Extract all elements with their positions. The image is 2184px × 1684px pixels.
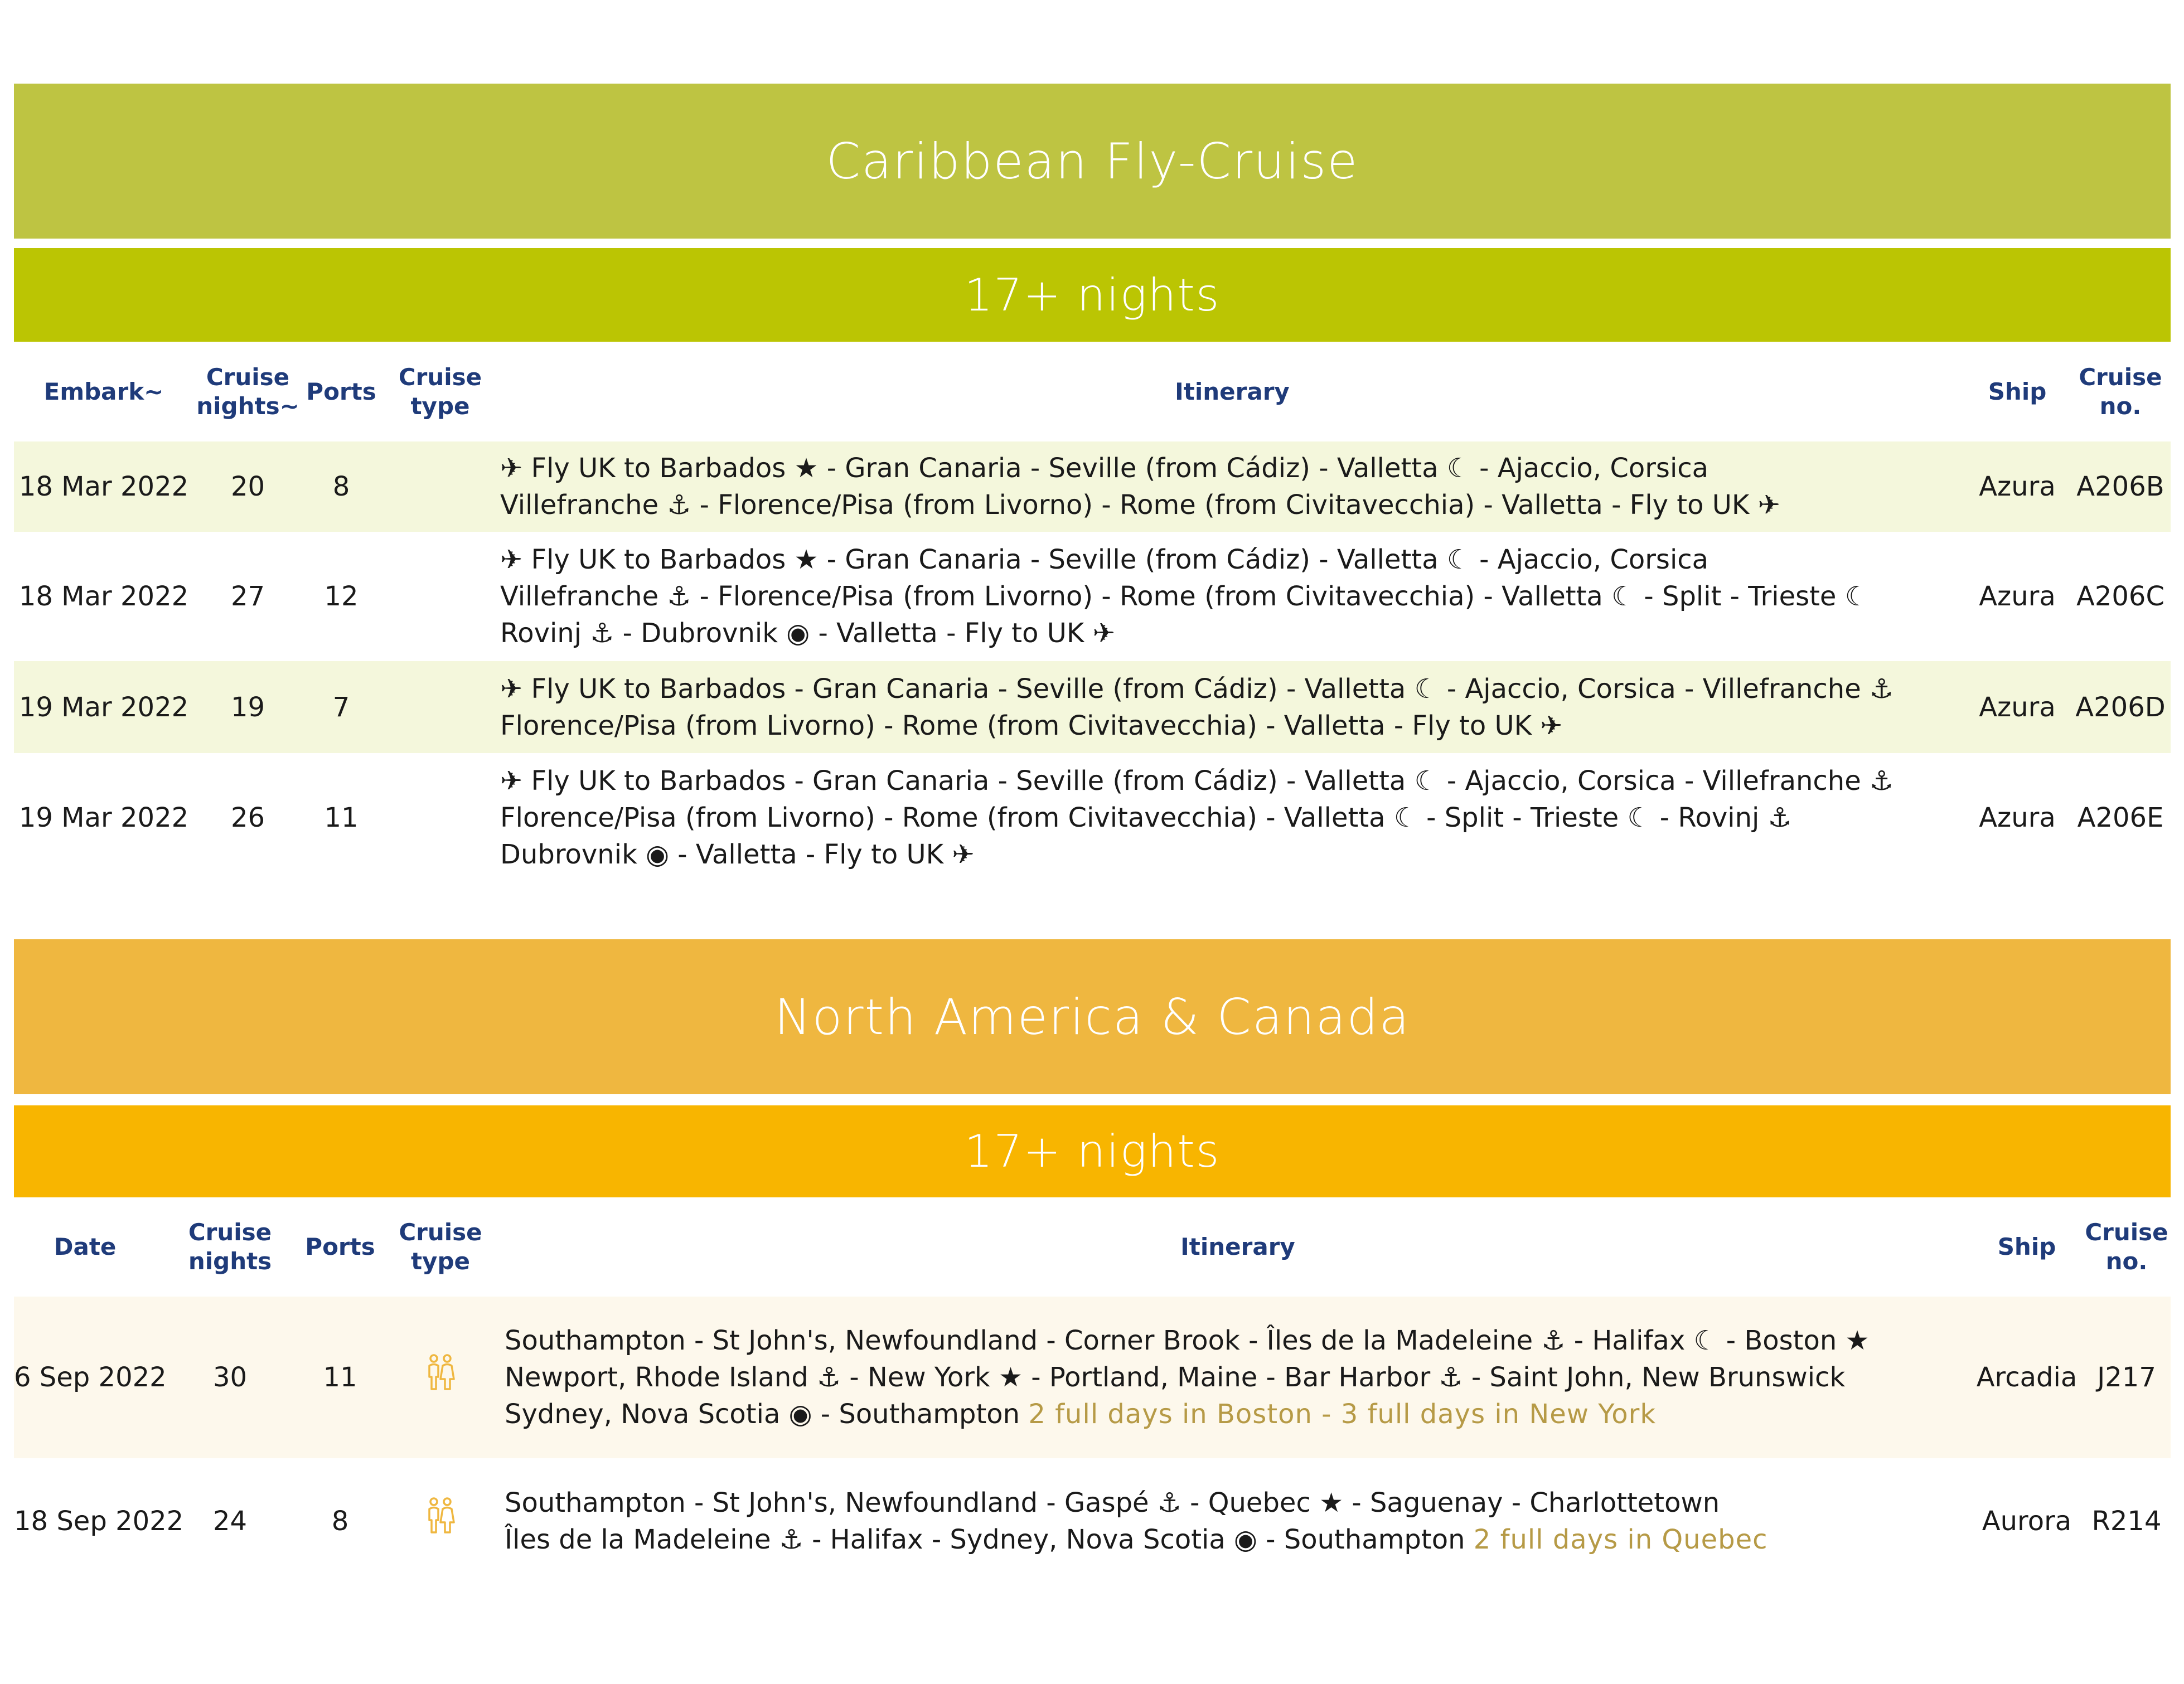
- header-ports: Ports: [306, 377, 376, 405]
- table-header-row: [14, 342, 2171, 441]
- cruise-number: A206C: [2076, 581, 2164, 612]
- table-row[interactable]: [14, 753, 2171, 882]
- cruise-type: [380, 753, 500, 882]
- itinerary-line: Florence/Pisa (from Livorno) - Rome (from Civitavecchia) - Valletta ☾ - Split - Trieste ☾ - Rovinj ⚓: [500, 802, 1792, 833]
- header-cruise-no: Cruise no.: [2079, 363, 2162, 420]
- adults-only-icon: [423, 1353, 458, 1392]
- itinerary-line: Southampton - St John's, Newfoundland - Gaspé ⚓ - Quebec ★ - Saguenay - Charlottetown: [505, 1487, 1720, 1518]
- cruise-number: A206B: [2076, 471, 2164, 502]
- itinerary-line: Villefranche ⚓ - Florence/Pisa (from Livorno) - Rome (from Civitavecchia) - Valletta - Fly to UK ✈: [500, 489, 1780, 521]
- itinerary-line: Dubrovnik ◉ - Valletta - Fly to UK ✈: [500, 839, 975, 870]
- nights-label: 17+ nights: [964, 1125, 1221, 1177]
- header-itinerary: Itinerary: [1175, 377, 1290, 405]
- header-cruise-nights: Cruise nights: [188, 1219, 272, 1275]
- header-date: Date: [54, 1233, 117, 1260]
- header-cruise-type: Cruise type: [398, 363, 482, 420]
- cruise-nights: 20: [230, 471, 265, 502]
- cruise-type: [380, 661, 500, 753]
- cruise-nights: 26: [230, 802, 265, 833]
- section-title-banner: [14, 939, 2171, 1094]
- itinerary: [500, 753, 1964, 882]
- cruise-nights: 30: [212, 1362, 248, 1393]
- header-itinerary: Itinerary: [1180, 1233, 1295, 1260]
- sail-date: 6 Sep 2022: [14, 1362, 167, 1393]
- section-title: North America & Canada: [774, 988, 1411, 1046]
- itinerary-text: Sydney, Nova Scotia ◉ - Southampton: [505, 1399, 1020, 1430]
- itinerary-line: Southampton - St John's, Newfoundland - Corner Brook - Îles de la Madeleine ⚓ - Halifax ☾ - Boston ★: [505, 1325, 1870, 1356]
- embark-date: 18 Mar 2022: [18, 581, 189, 612]
- table-header-row: [14, 1197, 2171, 1297]
- itinerary: [500, 441, 1964, 532]
- section-title-banner: [14, 84, 2171, 239]
- cruise-nights: 27: [230, 581, 265, 612]
- table-row[interactable]: [14, 1297, 2171, 1458]
- itinerary-line: Newport, Rhode Island ⚓ - New York ★ - Portland, Maine - Bar Harbor ⚓ - Saint John, New Brunswick: [505, 1362, 1846, 1393]
- itinerary-text: Îles de la Madeleine ⚓ - Halifax - Sydney, Nova Scotia ◉ - Southampton: [505, 1523, 1465, 1555]
- itinerary-line: Rovinj ⚓ - Dubrovnik ◉ - Valletta - Fly to UK ✈: [500, 618, 1115, 649]
- ship-name: Azura: [1979, 581, 2056, 612]
- itinerary-line: ✈ Fly UK to Barbados ★ - Gran Canaria - Seville (from Cádiz) - Valletta ☾ - Ajaccio, Corsica: [500, 544, 1709, 575]
- cruise-type: [380, 441, 500, 532]
- ship-name: Arcadia: [1976, 1362, 2078, 1393]
- itinerary-highlight: 2 full days in Quebec: [1473, 1523, 1768, 1555]
- cruise-type: [376, 1458, 505, 1584]
- table-row[interactable]: [14, 661, 2171, 753]
- itinerary: [500, 661, 1964, 753]
- cruise-number: A206D: [2075, 691, 2166, 723]
- cruise-table: [14, 342, 2171, 882]
- ports-count: 7: [332, 691, 350, 723]
- itinerary: [505, 1458, 1971, 1584]
- itinerary-line: ✈ Fly UK to Barbados ★ - Gran Canaria - Seville (from Cádiz) - Valletta ☾ - Ajaccio, Corsica: [500, 453, 1709, 484]
- section-title: Caribbean Fly-Cruise: [826, 132, 1359, 190]
- nights-banner: [14, 248, 2171, 342]
- itinerary: [505, 1297, 1971, 1458]
- ports-count: 8: [331, 1505, 349, 1537]
- header-ship: Ship: [1997, 1233, 2056, 1260]
- itinerary-highlight: 2 full days in Boston - 3 full days in New York: [1028, 1399, 1657, 1430]
- ship-name: Azura: [1979, 471, 2056, 502]
- itinerary-line: ✈ Fly UK to Barbados - Gran Canaria - Seville (from Cádiz) - Valletta ☾ - Ajaccio, Corsica - Villefranche ⚓: [500, 765, 1894, 797]
- cruise-number: R214: [2091, 1505, 2162, 1537]
- ship-name: Aurora: [1982, 1505, 2072, 1537]
- cruise-number: A206E: [2077, 802, 2164, 833]
- embark-date: 19 Mar 2022: [18, 802, 189, 833]
- nights-label: 17+ nights: [964, 269, 1221, 321]
- adults-only-icon: [423, 1497, 458, 1536]
- ship-name: Azura: [1979, 691, 2056, 723]
- cruise-number: J217: [2097, 1362, 2156, 1393]
- header-cruise-type: Cruise type: [399, 1219, 482, 1275]
- sail-date: 18 Sep 2022: [14, 1505, 184, 1537]
- header-ports: Ports: [305, 1233, 375, 1260]
- cruise-nights: 24: [212, 1505, 248, 1537]
- header-cruise-no: Cruise no.: [2085, 1219, 2168, 1275]
- table-row[interactable]: [14, 532, 2171, 661]
- table-row[interactable]: [14, 441, 2171, 532]
- ports-count: 11: [324, 802, 359, 833]
- ports-count: 8: [332, 471, 350, 502]
- table-row[interactable]: [14, 1458, 2171, 1584]
- ports-count: 12: [324, 581, 359, 612]
- itinerary-line: [505, 1396, 1971, 1433]
- itinerary-line: [505, 1521, 1971, 1558]
- ship-name: Azura: [1979, 802, 2056, 833]
- embark-date: 18 Mar 2022: [18, 471, 189, 502]
- cruise-table: [14, 1197, 2171, 1584]
- cruise-type: [376, 1297, 505, 1458]
- itinerary-line: Villefranche ⚓ - Florence/Pisa (from Livorno) - Rome (from Civitavecchia) - Valletta ☾ - Split - Trieste ☾: [500, 581, 1869, 612]
- header-ship: Ship: [1988, 377, 2047, 405]
- header-cruise-nights: Cruise nights~: [196, 363, 299, 420]
- nights-banner: [14, 1105, 2171, 1197]
- cruise-nights: 19: [230, 691, 265, 723]
- cruise-type: [380, 532, 500, 661]
- itinerary: [500, 532, 1964, 661]
- itinerary-line: Florence/Pisa (from Livorno) - Rome (from Civitavecchia) - Valletta - Fly to UK ✈: [500, 710, 1563, 741]
- embark-date: 19 Mar 2022: [18, 691, 189, 723]
- header-embark: Embark~: [43, 377, 164, 405]
- itinerary-line: ✈ Fly UK to Barbados - Gran Canaria - Seville (from Cádiz) - Valletta ☾ - Ajaccio, Corsica - Villefranche ⚓: [500, 673, 1894, 705]
- ports-count: 11: [323, 1362, 357, 1393]
